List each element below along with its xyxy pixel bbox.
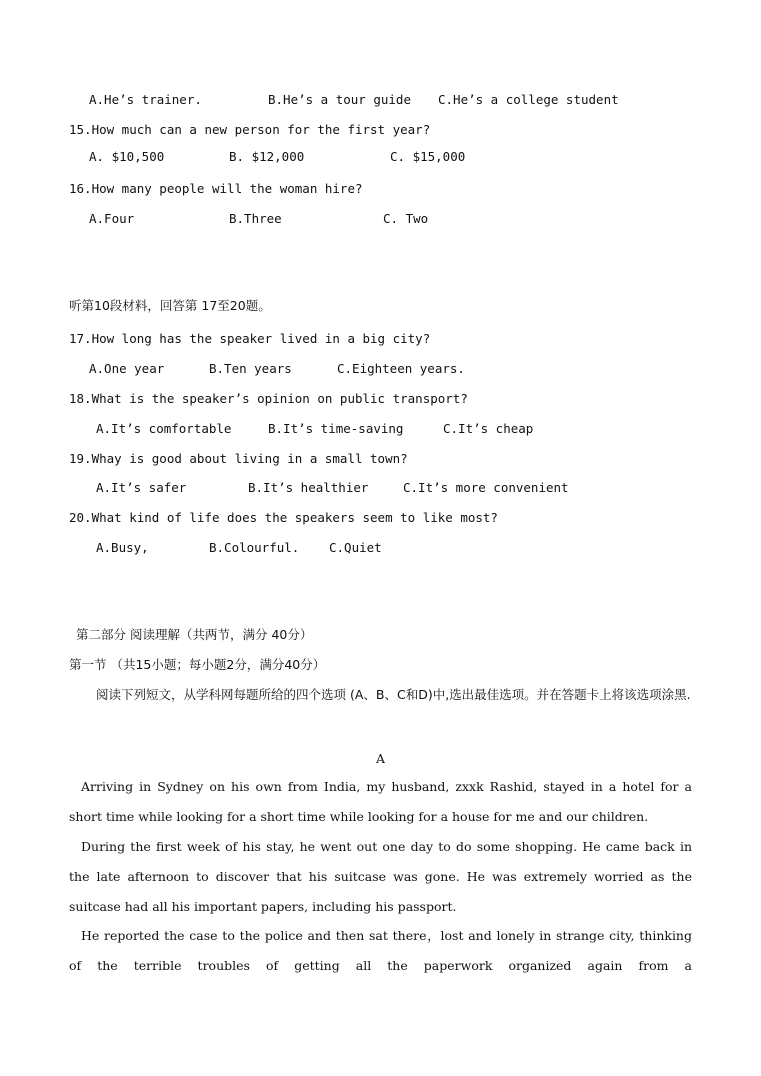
section1-title: 第一节 （共15小题；每小题2分，满分40分）	[69, 657, 326, 672]
q19-question: 19.Whay is good about living in a small town?	[69, 451, 408, 466]
section10-heading: 听第10段材料，回答第 17至20题。	[69, 298, 271, 313]
q20-option-a: A.Busy,	[96, 540, 149, 555]
q20-question: 20.What kind of life does the speakers seem to like most?	[69, 510, 498, 525]
q20-option-b: B.Colourful.	[209, 540, 300, 555]
q16-question: 16.How many people will the woman hire?	[69, 181, 363, 196]
q15-option-c: C. $15,000	[390, 149, 466, 164]
passage-paragraph-2: During the first week of his stay, he went out one day to do some shopping. He came back in the late afternoon to discover that his suitcase was gone. He was extremely worried as the suitcase had all his important papers, including his passport.	[69, 839, 692, 914]
passage-label: A	[375, 751, 386, 766]
q18-option-a: A.It’s comfortable	[96, 421, 232, 436]
q15-option-b: B. $12,000	[229, 149, 305, 164]
q19-option-b: B.It’s healthier	[248, 480, 369, 495]
passage-paragraph-3: He reported the case to the police and then sat there，lost and lonely in strange city, thinking of the terrible troubles of getting all the paperwork organized again from a	[69, 928, 692, 973]
q17-question: 17.How long has the speaker lived in a big city?	[69, 331, 431, 346]
q17-option-b: B.Ten years	[209, 361, 292, 376]
q17-option-c: C.Eighteen years.	[337, 361, 465, 376]
q19-option-c: C.It’s more convenient	[403, 480, 569, 495]
q17-option-a: A.One year	[89, 361, 165, 376]
q20-option-c: C.Quiet	[329, 540, 382, 555]
q18-question: 18.What is the speaker’s opinion on public transport?	[69, 391, 468, 406]
q18-option-c: C.It’s cheap	[443, 421, 534, 436]
q14-option-c: C.He’s a college student	[438, 92, 619, 107]
q15-question: 15.How much can a new person for the first year?	[69, 122, 431, 137]
q18-option-b: B.It’s time-saving	[268, 421, 404, 436]
q16-option-b: B.Three	[229, 211, 282, 226]
q14-option-b: B.He’s a tour guide	[268, 92, 411, 107]
q15-option-a: A. $10,500	[89, 149, 165, 164]
q14-option-a: A.He’s trainer.	[89, 92, 202, 107]
q16-option-a: A.Four	[89, 211, 135, 226]
instructions: 阅读下列短文，从学科网每题所给的四个选项 (A、B、C和D)中,选出最佳选项。并在答题卡上将该选项涂黑.	[96, 687, 691, 702]
part2-title: 第二部分 阅读理解（共两节，满分 40分）	[76, 627, 313, 642]
passage-paragraph-1: Arriving in Sydney on his own from India, my husband, zxxk Rashid, stayed in a hotel for a short time while looking for a short time while looking for a house for me and our children.	[69, 779, 692, 824]
q16-option-c: C. Two	[383, 211, 429, 226]
q19-option-a: A.It’s safer	[96, 480, 187, 495]
